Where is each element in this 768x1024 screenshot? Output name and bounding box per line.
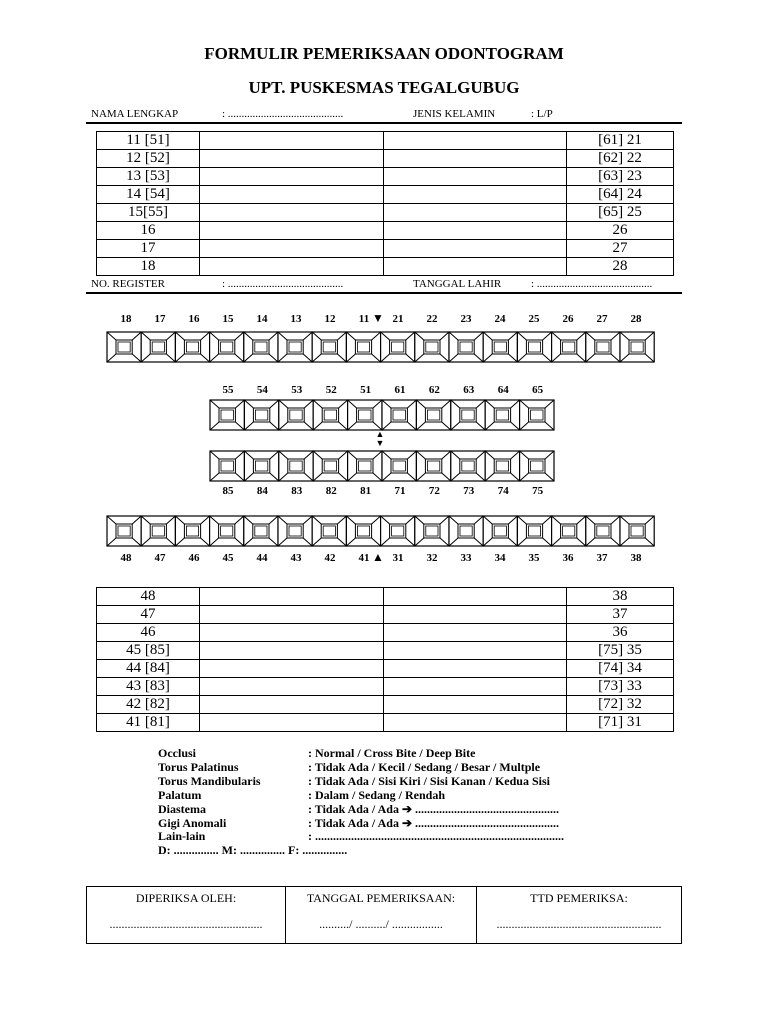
tooth-notes-cell[interactable] [384, 204, 567, 222]
tooth-number: 48 [120, 552, 132, 564]
tooth-surface[interactable] [620, 332, 654, 362]
tooth-surface[interactable] [210, 451, 244, 481]
tooth-label-right: 28 [567, 258, 674, 276]
tooth-surface[interactable] [382, 400, 416, 430]
tooth-number: 62 [428, 384, 440, 396]
tooth-surface[interactable] [552, 516, 586, 546]
table-row [97, 240, 674, 258]
tooth-number: 32 [426, 552, 438, 564]
tooth-label-right: [61] 21 [567, 132, 674, 150]
tooth-notes-cell[interactable] [200, 258, 384, 276]
exam-date-cell[interactable] [286, 887, 477, 944]
table-row [97, 624, 674, 642]
occlusion-label: Torus Palatinus [158, 759, 239, 774]
occlusion-label: Lain-lain [158, 829, 206, 844]
tooth-notes-cell[interactable] [384, 240, 567, 258]
table-row [97, 678, 674, 696]
tooth-number: 16 [188, 313, 200, 325]
tooth-number: 21 [392, 313, 404, 325]
tooth-surface[interactable] [520, 451, 554, 481]
name-field[interactable]: : .......................................... [222, 108, 344, 120]
occlusion-label: Gigi Anomali [158, 815, 227, 830]
tooth-notes-cell[interactable] [384, 696, 567, 714]
tooth-notes-cell[interactable] [384, 624, 567, 642]
examined-by-label: DIPERIKSA OLEH: [135, 891, 237, 905]
tooth-notes-cell[interactable] [200, 186, 384, 204]
tooth-notes-cell[interactable] [200, 240, 384, 258]
tooth-number: 18 [120, 313, 132, 325]
tooth-number: 81 [360, 485, 372, 497]
tooth-number: 82 [325, 485, 337, 497]
table-row [97, 186, 674, 204]
tooth-number: 45 [222, 552, 234, 564]
tooth-notes-cell[interactable] [200, 222, 384, 240]
tooth-notes-cell[interactable] [384, 222, 567, 240]
tooth-label-right: [74] 34 [567, 660, 674, 678]
tooth-number: 14 [256, 313, 268, 325]
tooth-surface[interactable] [279, 400, 313, 430]
tooth-notes-cell[interactable] [200, 624, 384, 642]
tooth-notes-cell[interactable] [200, 660, 384, 678]
occlusion-options[interactable]: : Normal / Cross Bite / Deep Bite [308, 746, 476, 760]
tooth-label-left: 17 [97, 240, 200, 258]
tooth-surface[interactable] [175, 332, 209, 362]
tooth-number: 28 [630, 313, 642, 325]
tooth-number: 17 [154, 313, 166, 325]
tooth-surface[interactable] [483, 332, 517, 362]
occlusion-label: Diastema [158, 801, 206, 816]
tooth-label-left: 43 [83] [97, 678, 200, 696]
tooth-label-left: 13 [53] [97, 168, 200, 186]
tooth-notes-cell[interactable] [384, 150, 567, 168]
tooth-surface[interactable] [313, 451, 347, 481]
tooth-surface[interactable] [415, 516, 449, 546]
examined-by-field[interactable]: ................................................... [109, 917, 263, 931]
tooth-surface[interactable] [175, 516, 209, 546]
tooth-notes-cell[interactable] [384, 678, 567, 696]
tooth-label-right: [63] 23 [567, 168, 674, 186]
tooth-notes-cell[interactable] [200, 678, 384, 696]
tooth-notes-cell[interactable] [384, 186, 567, 204]
tooth-surface[interactable] [586, 332, 620, 362]
tooth-notes-cell[interactable] [384, 642, 567, 660]
tooth-notes-cell[interactable] [384, 714, 567, 732]
tooth-number: 37 [596, 552, 608, 564]
tooth-surface[interactable] [244, 332, 278, 362]
tooth-number: 65 [532, 384, 544, 396]
table-row [97, 132, 674, 150]
tooth-surface[interactable] [278, 332, 312, 362]
tooth-notes-cell[interactable] [200, 696, 384, 714]
table-row [97, 204, 674, 222]
dob-label: TANGGAL LAHIR [413, 278, 502, 290]
tooth-number: 46 [188, 552, 200, 564]
table-row [97, 258, 674, 276]
tooth-notes-cell[interactable] [200, 168, 384, 186]
tooth-label-left: 16 [97, 222, 200, 240]
tooth-number: 34 [494, 552, 506, 564]
tooth-number: 83 [291, 485, 303, 497]
tooth-label-left: 46 [97, 624, 200, 642]
table-row [97, 642, 674, 660]
tooth-number: 43 [290, 552, 302, 564]
register-label: NO. REGISTER [91, 278, 165, 290]
tooth-label-right: 37 [567, 606, 674, 624]
register-field[interactable]: : .......................................... [222, 278, 344, 290]
table-row [97, 168, 674, 186]
tooth-label-left: 41 [81] [97, 714, 200, 732]
tooth-number: 73 [463, 485, 475, 497]
gender-label: JENIS KELAMIN [413, 108, 496, 120]
tooth-number: 74 [497, 485, 509, 497]
tooth-number: 25 [528, 313, 540, 325]
occlusion-options[interactable]: : Dalam / Sedang / Rendah [308, 787, 446, 802]
tooth-label-left: 47 [97, 606, 200, 624]
tooth-number: 53 [291, 384, 303, 396]
tooth-number: 31 [392, 552, 404, 564]
tooth-number: 75 [532, 485, 544, 497]
table-row [97, 150, 674, 168]
occlusion-label: Torus Mandibularis [158, 773, 261, 788]
tooth-surface[interactable] [348, 400, 382, 430]
tooth-surface[interactable] [244, 516, 278, 546]
upper-deciduous-teeth [209, 399, 557, 431]
tooth-surface[interactable] [107, 516, 141, 546]
tooth-number: 54 [256, 384, 268, 396]
tooth-notes-cell[interactable] [384, 168, 567, 186]
tooth-notes-cell[interactable] [384, 588, 567, 606]
tooth-surface[interactable] [141, 516, 175, 546]
tooth-label-left: 11 [51] [97, 132, 200, 150]
tooth-number: 63 [463, 384, 475, 396]
examiner-sign-label: TTD PEMERIKSA: [530, 891, 628, 905]
tooth-number: 84 [256, 485, 268, 497]
tooth-surface[interactable] [416, 400, 450, 430]
occlusion-options[interactable]: : ................................................................................... [308, 829, 564, 844]
tooth-surface[interactable] [348, 451, 382, 481]
tooth-surface[interactable] [382, 451, 416, 481]
tooth-number: 52 [325, 384, 337, 396]
tooth-surface[interactable] [244, 451, 278, 481]
tooth-surface[interactable] [313, 400, 347, 430]
tooth-label-right: [73] 33 [567, 678, 674, 696]
tooth-notes-cell[interactable] [200, 642, 384, 660]
occlusion-options[interactable]: : Tidak Ada / Ada ➔ ................................................ [308, 815, 559, 830]
tooth-surface[interactable] [312, 332, 346, 362]
tooth-number: 55 [222, 384, 234, 396]
tooth-surface[interactable] [620, 516, 654, 546]
tooth-label-left: 18 [97, 258, 200, 276]
tooth-number: 47 [154, 552, 166, 564]
examiner-sign-field[interactable]: ....................................................... [496, 917, 662, 931]
table-row [97, 696, 674, 714]
tooth-surface[interactable] [415, 332, 449, 362]
tooth-notes-cell[interactable] [384, 132, 567, 150]
tooth-number: 15 [222, 313, 234, 325]
table-row [97, 660, 674, 678]
tooth-label-left: 12 [52] [97, 150, 200, 168]
tooth-surface[interactable] [278, 516, 312, 546]
tooth-number: 44 [256, 552, 268, 564]
examined-by-cell[interactable] [87, 887, 286, 944]
tooth-label-right: [72] 32 [567, 696, 674, 714]
occlusion-options[interactable]: : Tidak Ada / Kecil / Sedang / Besar / Multple [308, 759, 541, 774]
form-subtitle: UPT. PUSKESMAS TEGALGUBUG [248, 78, 520, 97]
tooth-number: 13 [290, 313, 302, 325]
tooth-label-left: 15[55] [97, 204, 200, 222]
exam-date-label: TANGGAL PEMERIKSAAN: [306, 891, 456, 905]
tooth-number: 27 [596, 313, 608, 325]
tooth-number: 42 [324, 552, 336, 564]
tooth-label-right: 38 [567, 588, 674, 606]
tooth-surface[interactable] [381, 332, 415, 362]
tooth-notes-cell[interactable] [384, 660, 567, 678]
tooth-number: 24 [494, 313, 506, 325]
tooth-surface[interactable] [586, 516, 620, 546]
tooth-surface[interactable] [520, 400, 554, 430]
tooth-surface[interactable] [517, 516, 551, 546]
tooth-surface[interactable] [346, 516, 380, 546]
tooth-notes-cell[interactable] [200, 606, 384, 624]
tooth-surface[interactable] [416, 451, 450, 481]
tooth-notes-cell[interactable] [200, 150, 384, 168]
tooth-label-right: [71] 31 [567, 714, 674, 732]
tooth-notes-cell[interactable] [200, 204, 384, 222]
table-row [97, 588, 674, 606]
tooth-surface[interactable] [279, 451, 313, 481]
tooth-notes-cell[interactable] [200, 714, 384, 732]
examiner-sign-cell[interactable] [477, 887, 682, 944]
tooth-notes-cell[interactable] [200, 588, 384, 606]
tooth-surface[interactable] [485, 451, 519, 481]
gender-field[interactable]: : L/P [531, 108, 553, 120]
upper-permanent-teeth [106, 331, 658, 363]
tooth-surface[interactable] [483, 516, 517, 546]
tooth-surface[interactable] [449, 332, 483, 362]
dmf-index-field[interactable]: D: ............... M: ............... F: ............... [158, 843, 348, 858]
tooth-number: 36 [562, 552, 574, 564]
divider [86, 122, 682, 124]
lower-permanent-teeth [106, 515, 658, 547]
signature-table [86, 886, 682, 944]
tooth-notes-cell[interactable] [384, 606, 567, 624]
center-arrows-icon: ▲ ▼ [375, 429, 385, 448]
tooth-notes-cell[interactable] [200, 132, 384, 150]
tooth-number: 11 [358, 313, 370, 325]
tooth-number: 64 [497, 384, 509, 396]
tooth-number: 26 [562, 313, 574, 325]
tooth-notes-cell[interactable] [384, 258, 567, 276]
tooth-label-right: 27 [567, 240, 674, 258]
tooth-label-left: 14 [54] [97, 186, 200, 204]
divider [86, 292, 682, 294]
down-arrow-icon: ▼ [372, 311, 384, 325]
tooth-label-right: 36 [567, 624, 674, 642]
tooth-surface[interactable] [381, 516, 415, 546]
tooth-surface[interactable] [210, 400, 244, 430]
tooth-number: 85 [222, 485, 234, 497]
tooth-surface[interactable] [451, 400, 485, 430]
tooth-surface[interactable] [451, 451, 485, 481]
tooth-surface[interactable] [517, 332, 551, 362]
tooth-number: 22 [426, 313, 438, 325]
tooth-surface[interactable] [210, 516, 244, 546]
lower-tooth-table [96, 587, 674, 732]
table-row [97, 714, 674, 732]
tooth-surface[interactable] [485, 400, 519, 430]
tooth-number: 33 [460, 552, 472, 564]
exam-date-field[interactable]: ........../ ........../ ................. [319, 917, 443, 931]
tooth-number: 71 [394, 485, 406, 497]
tooth-surface[interactable] [346, 332, 380, 362]
table-row [97, 222, 674, 240]
dob-field[interactable]: : .......................................... [531, 278, 653, 290]
lower-deciduous-teeth [209, 450, 557, 482]
upper-tooth-table [96, 131, 674, 276]
tooth-label-right: [75] 35 [567, 642, 674, 660]
occlusion-label: Palatum [158, 787, 202, 802]
form-title: FORMULIR PEMERIKSAAN ODONTOGRAM [204, 44, 564, 63]
tooth-label-right: [62] 22 [567, 150, 674, 168]
tooth-surface[interactable] [312, 516, 346, 546]
tooth-number: 35 [528, 552, 540, 564]
occlusion-options[interactable]: : Tidak Ada / Sisi Kiri / Sisi Kanan / Kedua Sisi [308, 773, 550, 788]
tooth-number: 72 [428, 485, 440, 497]
tooth-number: 61 [394, 384, 406, 396]
occlusion-options[interactable]: : Tidak Ada / Ada ➔ ................................................ [308, 801, 559, 816]
tooth-label-left: 48 [97, 588, 200, 606]
tooth-number: 38 [630, 552, 642, 564]
name-label: NAMA LENGKAP [91, 108, 179, 120]
tooth-label-right: [64] 24 [567, 186, 674, 204]
tooth-surface[interactable] [141, 332, 175, 362]
tooth-number: 23 [460, 313, 472, 325]
tooth-number: 12 [324, 313, 336, 325]
tooth-surface[interactable] [244, 400, 278, 430]
tooth-label-left: 44 [84] [97, 660, 200, 678]
tooth-surface[interactable] [552, 332, 586, 362]
tooth-number: 41 [358, 552, 370, 564]
tooth-surface[interactable] [210, 332, 244, 362]
table-row [97, 606, 674, 624]
tooth-label-right: 26 [567, 222, 674, 240]
tooth-surface[interactable] [449, 516, 483, 546]
up-arrow-icon: ▲ [372, 550, 384, 564]
tooth-label-left: 42 [82] [97, 696, 200, 714]
tooth-label-right: [65] 25 [567, 204, 674, 222]
occlusion-label: Occlusi [158, 746, 196, 760]
tooth-number: 51 [360, 384, 372, 396]
tooth-label-left: 45 [85] [97, 642, 200, 660]
tooth-surface[interactable] [107, 332, 141, 362]
